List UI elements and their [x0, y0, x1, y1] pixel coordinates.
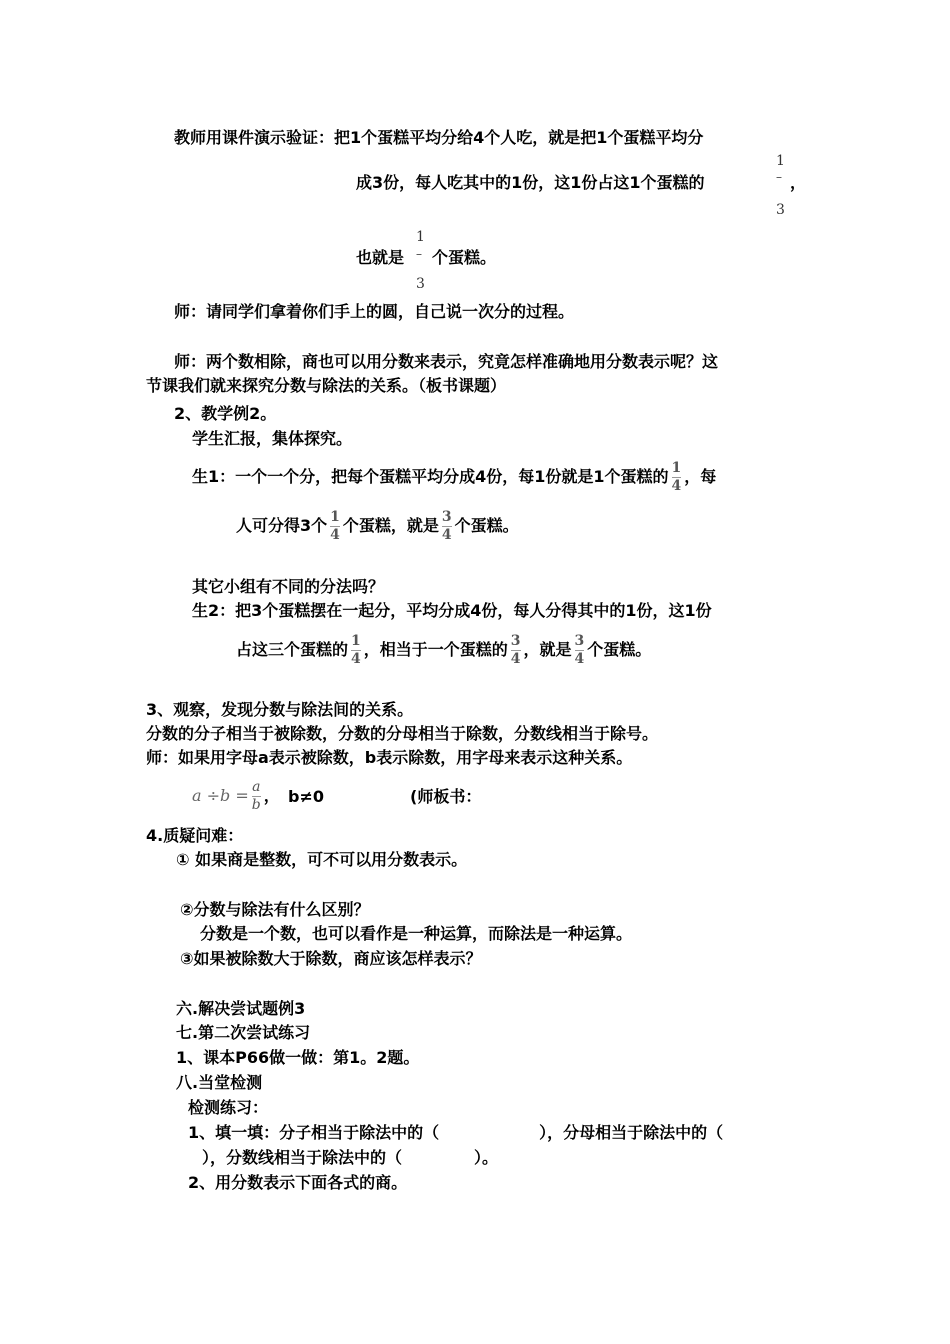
demo-line-2-end: ，: [790, 173, 807, 192]
test-subtitle: 检测练习：: [188, 1098, 269, 1117]
question-1: ① 如果商是整数，可不可以用分数表示。: [176, 850, 468, 869]
other-groups-question: 其它小组有不同的分法吗？: [192, 577, 385, 596]
teacher-instruction: 师：请同学们拿着你们手上的圆，自己说一次分的过程。: [174, 302, 575, 321]
fill-blank-text-a: 1、填一填：分子相当于除法中的（: [188, 1123, 440, 1142]
fraction-third-denominator: 3: [776, 202, 785, 218]
section-3-title: 3、观察，发现分数与除法间的关系。: [146, 700, 414, 719]
formula-comma: ，: [263, 786, 280, 805]
practice-item-1: 1、课本P66做一做：第1。2题。: [176, 1048, 420, 1067]
student-2-text-e: 个蛋糕。: [587, 640, 652, 659]
fill-blank-text-b: ），分母相当于除法中的（: [539, 1123, 724, 1142]
demo-line-2: [356, 172, 705, 194]
express-quotients: 2、用分数表示下面各式的商。: [188, 1173, 408, 1192]
demo-line-3a: 也就是: [356, 248, 405, 267]
teacher-question-line-2: 节课我们就来探究分数与除法的关系。（板书课题）: [146, 376, 507, 395]
fraction-third-bar: –: [776, 170, 782, 184]
student-1-text-e: 个蛋糕。: [454, 516, 519, 535]
student-2-line-1: 生2：把3个蛋糕摆在一起分，平均分成4份，每人分得其中的1份，这1份: [192, 601, 712, 620]
fill-blank-line-2: [202, 1147, 498, 1169]
section-4-title: 4.质疑问难：: [146, 826, 244, 845]
formula-condition: b≠0: [288, 787, 324, 806]
fraction-third-numerator-2: 1: [416, 229, 425, 245]
student-1-text-c: 人可分得3个: [236, 516, 328, 535]
student-1-text-b: ，每: [684, 467, 717, 486]
question-2: ②分数与除法有什么区别？: [180, 900, 370, 919]
board-note: (师板书：: [410, 787, 482, 806]
formula-left: a ÷b =: [192, 786, 249, 805]
student-1-line-1: [192, 461, 716, 494]
fraction-three-quarters-2: $\frac{3}{4}$: [510, 633, 521, 667]
question-3: ③如果被除数大于除数，商应该怎样表示？: [180, 949, 482, 968]
section-6-title: 六.解决尝试题例3: [176, 999, 306, 1018]
student-2-text-c: ，相当于一个蛋糕的: [363, 640, 508, 659]
section-8-title: 八.当堂检测: [176, 1073, 263, 1092]
student-1-text-a: 生1：一个一个分，把每个蛋糕平均分成4份，每1份就是1个蛋糕的: [192, 467, 669, 486]
formula-fraction: $\frac{a}{b}$: [251, 779, 261, 813]
fill-blank-line-1: [188, 1122, 723, 1144]
fraction-third-denominator-2: 3: [416, 276, 425, 292]
fraction-third-bar-2: –: [416, 247, 422, 261]
fraction-quarter: $\frac{1}{4}$: [671, 460, 682, 494]
fill-blank-text-c: ），分数线相当于除法中的（: [202, 1148, 403, 1167]
fill-blank-text-d: ）。: [474, 1148, 499, 1167]
demo-line-3b: 个蛋糕。: [432, 248, 497, 267]
relation-statement: 分数的分子相当于被除数，分数的分母相当于除数，分数线相当于除号。: [146, 724, 659, 743]
fraction-quarter-2: $\frac{1}{4}$: [330, 509, 340, 543]
student-report: 学生汇报，集体探究。: [192, 429, 353, 448]
demo-line-2-text: 成3份，每人吃其中的1份，这1份占这1个蛋糕的: [356, 173, 705, 192]
student-2-text-b: 占这三个蛋糕的: [236, 640, 349, 659]
formula-line: [192, 780, 280, 813]
fraction-quarter-3: $\frac{1}{4}$: [351, 633, 361, 667]
student-1-text-d: 个蛋糕，就是: [342, 516, 439, 535]
fraction-three-quarters: $\frac{3}{4}$: [441, 509, 452, 543]
fraction-third-numerator: 1: [776, 153, 785, 169]
answer-2: 分数是一个数，也可以看作是一种运算，而除法是一种运算。: [200, 924, 633, 943]
section-7-title: 七.第二次尝试练习: [176, 1023, 311, 1042]
teacher-letters-question: 师：如果用字母a表示被除数，b表示除数，用字母来表示这种关系。: [146, 748, 633, 767]
demo-line-1: 教师用课件演示验证：把1个蛋糕平均分给4个人吃，就是把1个蛋糕平均分: [174, 128, 704, 147]
teacher-question-line-1: 师：两个数相除，商也可以用分数来表示，究竟怎样准确地用分数表示呢？这: [174, 352, 719, 371]
student-2-text-d: ，就是: [523, 640, 572, 659]
student-1-line-2: [236, 510, 519, 543]
section-2-title: 2、教学例2。: [174, 404, 277, 423]
fraction-three-quarters-3: $\frac{3}{4}$: [574, 633, 585, 667]
student-2-line-2: [236, 634, 651, 667]
